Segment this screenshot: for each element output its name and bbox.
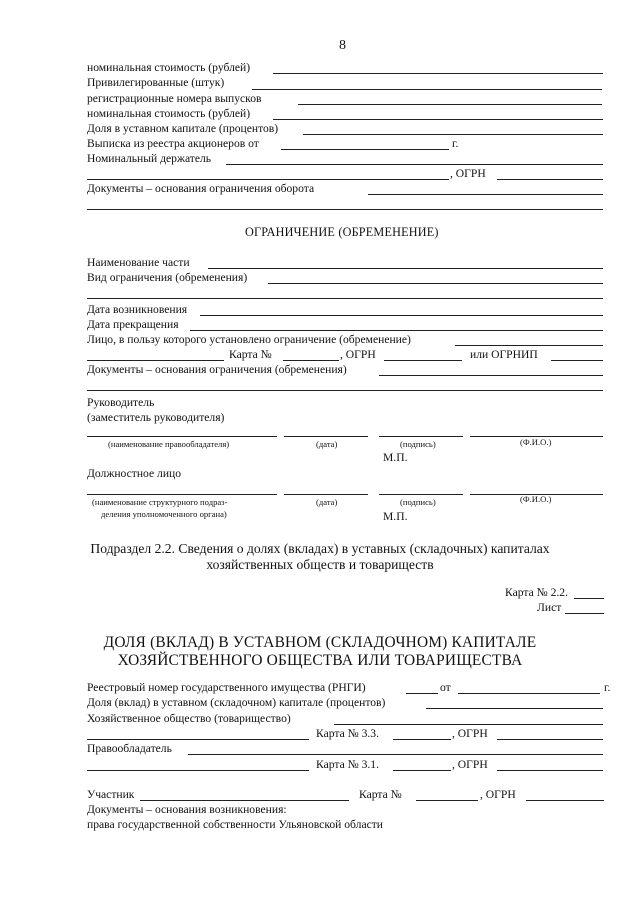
field-beneficiary-line2[interactable] [87, 360, 224, 361]
restriction-title: ОГРАНИЧЕНИЕ (ОБРЕМЕНЕНИЕ) [245, 225, 439, 239]
field-share-charter-line[interactable] [303, 134, 603, 135]
page-number: 8 [339, 38, 346, 53]
field-card31-label: Карта № 3.1. [316, 758, 379, 771]
field-docs-limit-line2[interactable] [87, 209, 603, 210]
sheet-label: Лист [537, 601, 562, 614]
field-nominal-value-label: номинальная стоимость (рублей) [87, 61, 251, 74]
field-ogrnip-label: или ОГРНИП [470, 348, 538, 361]
signature2-unit-caption-2: деления уполномоченного органа) [101, 509, 227, 519]
card-number-label: Карта № 2.2. [505, 586, 568, 599]
field-card-no-line[interactable] [283, 360, 339, 361]
signature2-fio-caption: (Ф.И.О.) [520, 494, 552, 504]
signature2-sign-caption: (подпись) [400, 497, 436, 507]
share-title-line1: ДОЛЯ (ВКЛАД) В УСТАВНОМ (СКЛАДОЧНОМ) КАПИТАЛЕ [103, 634, 537, 651]
field-extract-label: Выписка из реестра акционеров от [87, 137, 259, 150]
field-beneficiary-line[interactable] [455, 345, 603, 346]
signature1-sign-caption: (подпись) [400, 439, 436, 449]
field-docs-origin-label: Документы – основания возникновения: [87, 803, 287, 816]
field-share-pct-line[interactable] [426, 708, 603, 709]
field-extract-date-line[interactable] [281, 149, 449, 150]
field-nominee-label: Номинальный держатель [87, 152, 212, 165]
field-participant-label: Участник [87, 788, 135, 801]
signature1-date-caption: (дата) [316, 439, 338, 449]
field-nominal-value2-line[interactable] [273, 119, 603, 120]
field-nominee-ogrn-line[interactable] [497, 179, 603, 180]
field-card33-label: Карта № 3.3. [316, 727, 379, 740]
signature-deputy-label: (заместитель руководителя) [87, 411, 225, 424]
signature1-sign-line[interactable] [379, 436, 463, 437]
field-share-charter-label: Доля в уставном капитале (процентов) [87, 122, 279, 135]
field-kind-line[interactable] [268, 283, 603, 284]
field-beneficiary-label: Лицо, в пользу которого установлено ограничение (обременение) [87, 333, 411, 346]
field-rngi-line[interactable] [406, 693, 438, 694]
field-participant-line[interactable] [140, 800, 349, 801]
field-participant-ogrn-label: , ОГРН [480, 788, 516, 801]
subsection-title-line1: Подраздел 2.2. Сведения о долях (вкладах) в уставных (складочных) капиталах [90, 541, 550, 556]
signature1-stamp: М.П. [383, 451, 408, 464]
field-docs-limit-line[interactable] [368, 194, 603, 195]
field-privileged-line[interactable] [252, 89, 602, 90]
signature2-date-line[interactable] [284, 494, 368, 495]
field-rightholder-line[interactable] [188, 754, 603, 755]
field-rngi-from: от [440, 681, 451, 694]
subsection-title-line2: хозяйственных обществ и товариществ [206, 557, 434, 572]
signature2-unit-caption-1: (наименование структурного подраз- [92, 497, 228, 507]
field-reg-numbers-line[interactable] [298, 104, 602, 105]
signature2-date-caption: (дата) [316, 497, 338, 507]
field-card33-line[interactable] [393, 739, 451, 740]
field-rngi-year: г. [604, 681, 611, 694]
signature2-sign-line[interactable] [379, 494, 463, 495]
field-date-end-line[interactable] [190, 330, 603, 331]
signature2-stamp: М.П. [383, 510, 408, 523]
field-nominee-line[interactable] [226, 164, 603, 165]
official-label: Должностное лицо [87, 467, 182, 480]
field-nominal-value-line[interactable] [273, 73, 603, 74]
field-docs-line[interactable] [379, 375, 603, 376]
field-part-name-label: Наименование части [87, 256, 190, 269]
field-rightholder-line2[interactable] [87, 770, 309, 771]
field-ogrnip-line[interactable] [551, 360, 603, 361]
field-rightholder-ogrn-line[interactable] [497, 770, 603, 771]
share-title-line2: ХОЗЯЙСТВЕННОГО ОБЩЕСТВА ИЛИ ТОВАРИЩЕСТВА [117, 652, 523, 669]
field-participant-card-label: Карта № [359, 788, 402, 801]
field-ogrn-line[interactable] [384, 360, 462, 361]
field-part-name-line[interactable] [208, 268, 603, 269]
field-rightholder-label: Правообладатель [87, 742, 172, 755]
signature1-fio-caption: (Ф.И.О.) [520, 437, 552, 447]
signature1-holder-caption: (наименование правообладателя) [108, 439, 230, 449]
field-date-start-line[interactable] [200, 315, 603, 316]
field-kind-label: Вид ограничения (обременения) [87, 271, 248, 284]
field-company-ogrn-line[interactable] [497, 739, 603, 740]
field-card-no-label: Карта № [229, 348, 272, 361]
field-participant-card-line[interactable] [416, 800, 478, 801]
field-docs-line2[interactable] [87, 390, 603, 391]
card-number-line[interactable] [574, 598, 604, 599]
field-reg-numbers-label: регистрационные номера выпусков [87, 92, 262, 105]
signature2-unit-line[interactable] [87, 494, 277, 495]
field-company-line2[interactable] [87, 739, 309, 740]
signature-head-label: Руководитель [87, 396, 155, 409]
field-rightholder-ogrn-label: , ОГРН [452, 758, 488, 771]
field-privileged-label: Привилегированные (штук) [87, 76, 225, 89]
field-rngi-date-line[interactable] [458, 693, 600, 694]
field-company-label: Хозяйственное общество (товарищество) [87, 712, 291, 725]
field-extract-year: г. [452, 137, 459, 150]
field-docs-label: Документы – основания ограничения (обременения) [87, 363, 347, 376]
field-nominal-value2-label: номинальная стоимость (рублей) [87, 107, 251, 120]
signature1-holder-line[interactable] [87, 436, 277, 437]
field-rngi-label: Реестровый номер государственного имущества (РНГИ) [87, 681, 366, 694]
field-kind-line2[interactable] [87, 298, 603, 299]
field-nominee-ogrn-label: , ОГРН [450, 167, 486, 180]
field-date-start-label: Дата возникновения [87, 303, 188, 316]
field-company-ogrn-label: , ОГРН [452, 727, 488, 740]
field-docs-limit-label: Документы – основания ограничения оборота [87, 182, 315, 195]
field-rights-text: права государственной собственности Ульяновской области [87, 818, 384, 831]
signature1-date-line[interactable] [284, 436, 368, 437]
field-share-pct-label: Доля (вклад) в уставном (складочном) капитале (процентов) [87, 696, 386, 709]
field-ogrn-label: , ОГРН [340, 348, 376, 361]
field-company-line[interactable] [334, 724, 603, 725]
field-date-end-label: Дата прекращения [87, 318, 179, 331]
field-participant-ogrn-line[interactable] [526, 800, 604, 801]
field-card31-line[interactable] [393, 770, 451, 771]
field-nominee-line2[interactable] [87, 179, 449, 180]
sheet-line[interactable] [565, 613, 604, 614]
